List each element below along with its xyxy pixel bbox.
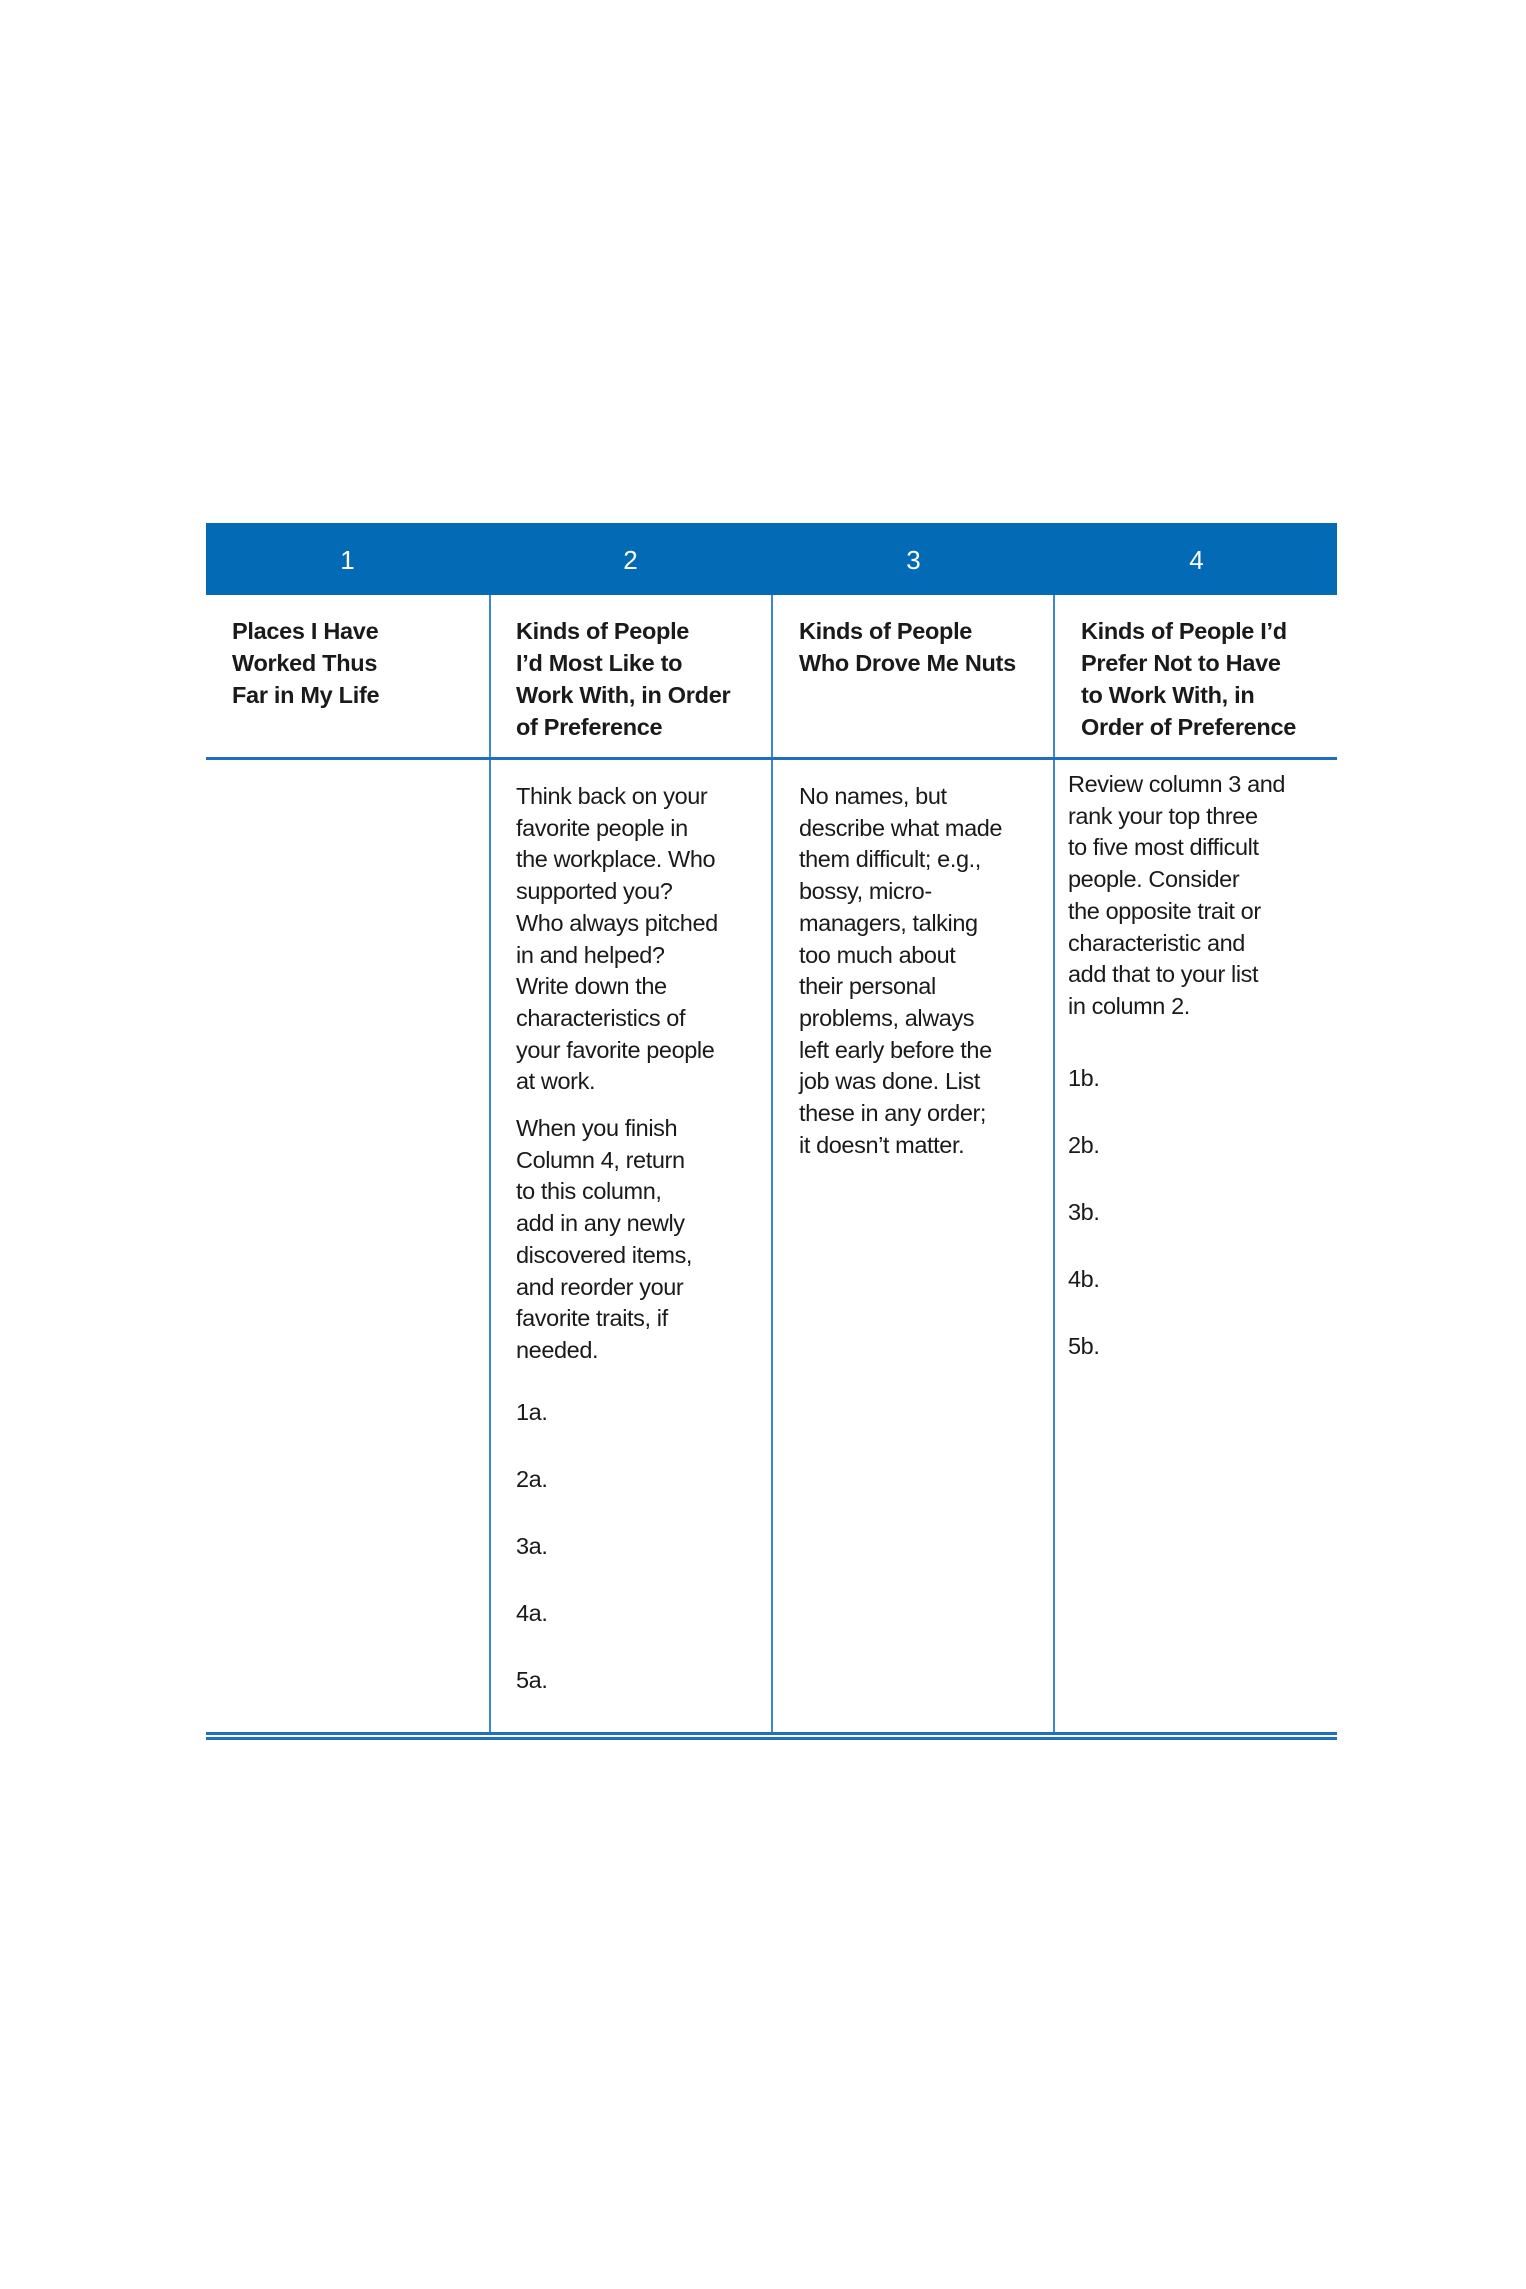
bottom-rule-2 [206, 1737, 1337, 1740]
list-item: 2a. [516, 1465, 548, 1492]
column-divider [1053, 595, 1055, 1733]
list-item: 1a. [516, 1398, 548, 1425]
list-item: 5a. [516, 1666, 548, 1693]
column-heading-3: Kinds of People Who Drove Me Nuts [799, 618, 1016, 676]
header-rule [206, 757, 1337, 760]
column-number-1: 1 [340, 545, 355, 575]
column-heading-1: Places I Have Worked Thus Far in My Life [232, 618, 380, 708]
column-2-item-list [516, 1396, 766, 1696]
list-item: 5b. [1068, 1332, 1100, 1359]
list-item: 3b. [1068, 1198, 1100, 1225]
column-number-4: 4 [1189, 545, 1204, 575]
instruction-paragraph: Review column 3 and rank your top three to five most difficult people. Consider the opposite trait or characteristic and add that to your list in column 2. [1068, 771, 1286, 1019]
instruction-paragraph: Think back on your favorite people in the workplace. Who supported you? Who always pitched in and helped? Write down the characteristics of your favorite people at work. [516, 783, 718, 1095]
instruction-paragraph: No names, but describe what made them difficult; e.g., bossy, micro- managers, talking too much about their personal problems, always left early before the job was done. List these in any order; it doesn’t matter. [799, 783, 1003, 1158]
column-divider [489, 595, 491, 1733]
column-heading-2: Kinds of People I’d Most Like to Work With, in Order of Preference [516, 618, 731, 740]
column-4-content [1068, 769, 1330, 1397]
list-item: 1b. [1068, 1064, 1100, 1091]
column-divider [771, 595, 773, 1733]
column-number-2: 2 [623, 545, 638, 575]
list-item: 4b. [1068, 1265, 1100, 1292]
column-number-band [206, 523, 1337, 595]
bottom-rule-1 [206, 1732, 1337, 1735]
column-heading-4: Kinds of People I’d Prefer Not to Have to Work With, in Order of Preference [1081, 618, 1297, 740]
column-4-item-list [1068, 1062, 1330, 1362]
column-2-content [516, 781, 766, 1731]
column-number-3: 3 [906, 545, 921, 575]
column-3-content [799, 781, 1049, 1161]
list-item: 3a. [516, 1532, 548, 1559]
list-item: 2b. [1068, 1131, 1100, 1158]
instruction-paragraph: When you finish Column 4, return to this column, add in any newly discovered items, and reorder your favorite traits, if needed. [516, 1115, 693, 1363]
list-item: 4a. [516, 1599, 548, 1626]
